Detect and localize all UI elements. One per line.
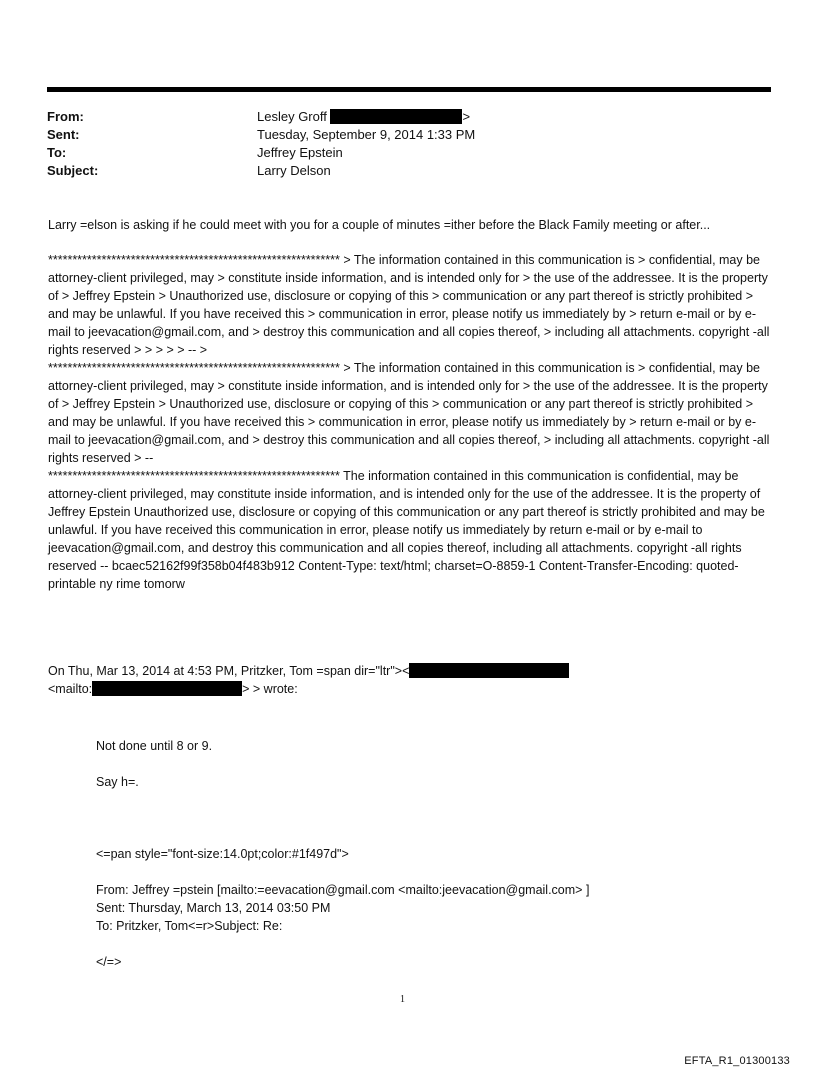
- disclaimer-2: ************************************************************ > The information contained in this communication is > confidential, may be attorney-client privileged, may > constitute inside information, and is intended only for > the use of the addressee. It is the property of > Jeffrey Epstein > Unauthorized use, disclosure or copying of this > communication or any part thereof is strictly prohibited > and may be unlawful. If you have received this > communication in error, please notify us immediately by > return e-mail or by e-mail to jeevacation@gmail.com, and > destroy this communication and all copies thereof, > including all attachments. copyright -all rights reserved > --: [48, 361, 770, 465]
- redaction-box: [92, 681, 242, 696]
- disclaimer-1: ************************************************************ > The information contained in this communication is > confidential, may be attorney-client privileged, may > constitute inside information, and is intended only for > the use of the addressee. It is the property of > Jeffrey Epstein > Unauthorized use, disclosure or copying of this > communication or any part thereof is strictly prohibited > and may be unlawful. If you have received this > communication in error, please notify us immediately by > return e-mail or by e-mail to jeevacation@gmail.com, and > destroy this communication and all copies thereof, > including all attachments. copyright -all rights reserved > > > > > -- >: [48, 253, 770, 357]
- to-row: [47, 144, 475, 162]
- quoted-line: Not done until 8 or 9.: [96, 739, 213, 753]
- disclaimer-block: [48, 251, 770, 593]
- from-label: From:: [47, 109, 84, 124]
- to-value: Jeffrey Epstein: [257, 145, 343, 160]
- quote-attribution-line-1: [48, 662, 768, 680]
- quoted-to-subject: To: Pritzker, Tom<=r>Subject: Re:: [96, 919, 283, 933]
- quoted-from: From: Jeffrey =pstein [mailto:=eevacation@gmail.com <mailto:jeevacation@gmail.com> ]: [96, 883, 590, 897]
- wrote-text: > > wrote:: [242, 682, 298, 696]
- disclaimer-3: ************************************************************ The information contained in this communication is confidential, may be attorney-client privileged, may constitute inside information, and is intended only for the use of the addressee. It is the property of Jeffrey Epstein Unauthorized use, disclosure or copying of this communication or any part thereof is strictly prohibited and may be unlawful. If you have received this communication in error, please notify us immediately by return e-mail or by e-mail to jeevacation@gmail.com, and destroy this communication and all copies thereof, including all attachments. copyright -all rights reserved -- bcaec52162f99f358b04f483b912 Content-Type: text/html; charset=O-8859-1 Content-Transfer-Encoding: quoted-printable ny rime tomorw: [48, 469, 765, 591]
- message-intro: Larry =elson is asking if he could meet with you for a couple of minutes =ither before the Black Family meeting or after...: [48, 218, 711, 232]
- from-suffix: >: [462, 109, 471, 124]
- from-name: Lesley Groff: [257, 109, 327, 124]
- mailto-text: <mailto:: [48, 682, 93, 696]
- quoted-sent: Sent: Thursday, March 13, 2014 03:50 PM: [96, 901, 331, 915]
- redaction-box: [409, 663, 569, 678]
- email-header: [47, 108, 475, 180]
- sent-row: [47, 126, 475, 144]
- attribution-text: On Thu, Mar 13, 2014 at 4:53 PM, Pritzker, Tom =span dir="ltr"><: [48, 664, 410, 678]
- sent-label: Sent:: [47, 127, 80, 142]
- subject-row: [47, 162, 475, 180]
- subject-label: Subject:: [47, 163, 99, 178]
- quoted-line: </=>: [96, 955, 122, 969]
- quote-attribution: [48, 662, 768, 698]
- quoted-header-block: [96, 881, 776, 935]
- quoted-line: <=pan style="font-size:14.0pt;color:#1f497d">: [96, 847, 349, 861]
- from-value: [257, 108, 470, 126]
- to-label: To:: [47, 145, 67, 160]
- redaction-box: [330, 109, 462, 124]
- subject-value: Larry Delson: [257, 163, 331, 178]
- from-row: [47, 108, 475, 126]
- sent-value: Tuesday, September 9, 2014 1:33 PM: [257, 127, 476, 142]
- quoted-line: Say h=.: [96, 775, 139, 789]
- quote-attribution-line-2: [48, 680, 768, 698]
- document-id: EFTA_R1_01300133: [684, 1055, 790, 1067]
- page-number: 1: [400, 994, 405, 1005]
- header-rule: [47, 87, 771, 92]
